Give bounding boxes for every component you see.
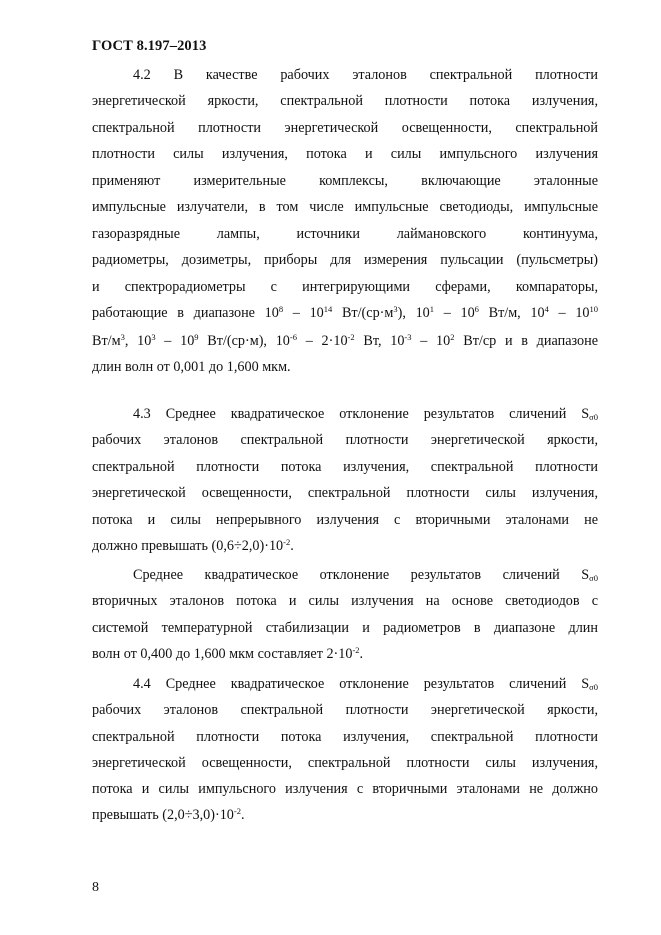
page-number: 8 <box>92 880 99 895</box>
text-run: . <box>290 538 294 554</box>
text-run: . <box>359 646 364 662</box>
text-run: – 10 <box>548 305 590 321</box>
text-line: применяют измерительные комплексы, включающие эталонные <box>92 173 598 189</box>
text-line: рабочих эталонов спектральной плотности энергетической яркости, <box>92 432 598 448</box>
exponent: 3 <box>393 304 398 314</box>
exponent: 10 <box>589 304 599 314</box>
text-line: рабочих эталонов спектральной плотности энергетической яркости, <box>92 702 598 718</box>
text-run: работающие в диапазоне 10 <box>92 305 279 321</box>
text-run: Вт/(ср·м), 10 <box>198 333 290 349</box>
text-line: радиометры, дозиметры, приборы для измерения пульсации (пульсметры) <box>92 252 598 268</box>
text-run: Вт/м, 10 <box>478 305 545 321</box>
exponent: 8 <box>278 304 284 314</box>
exponent: 1 <box>429 304 435 314</box>
text-line: потока и силы импульсного излучения с вторичными эталонами не должно <box>92 781 598 797</box>
text-run: . <box>241 807 245 823</box>
text-line: спектральной плотности потока излучения, спектральной плотности <box>92 729 598 745</box>
text-line <box>133 566 598 584</box>
exponent: -2 <box>347 332 355 342</box>
exponent: 3 <box>120 332 125 342</box>
text-line <box>92 806 598 824</box>
text-run: – 10 <box>283 305 324 321</box>
text-run: превышать (2,0÷3,0)·10 <box>92 807 234 823</box>
text-line: потока и силы непрерывного излучения с вторичными эталонами не <box>92 512 598 528</box>
text-run: должно превышать (0,6÷2,0)·10 <box>92 538 284 554</box>
text-run: волн от 0,400 до 1,600 мкм составляет 2·10 <box>92 646 353 662</box>
exponent: -6 <box>289 332 297 342</box>
subscript: σ0 <box>589 682 598 692</box>
text-run: – 10 <box>155 333 195 349</box>
text-line: спектральной плотности энергетической освещенности, спектральной <box>92 120 598 136</box>
text-line: плотности силы излучения, потока и силы импульсного излучения <box>92 146 598 162</box>
text-line: импульсные излучатели, в том числе импульсные светодиоды, импульсные <box>92 199 598 215</box>
text-line: газоразрядные лампы, источники лаймановского континуума, <box>92 226 598 242</box>
page-header: ГОСТ 8.197–2013 <box>92 38 207 54</box>
text-line: энергетической освещенности, спектральной плотности силы излучения, <box>92 755 598 771</box>
text-run: – 10 <box>411 333 451 349</box>
exponent: 9 <box>194 332 199 342</box>
text-line <box>92 332 598 350</box>
subscript: σ0 <box>589 412 598 422</box>
exponent: 14 <box>323 304 333 314</box>
exponent: 3 <box>151 332 156 342</box>
exponent: -2 <box>283 537 291 547</box>
exponent: -2 <box>352 645 360 655</box>
text-run: – 10 <box>434 305 475 321</box>
text-run: Вт/м <box>92 333 121 349</box>
text-line <box>92 304 598 322</box>
text-line: 4.2 В качестве рабочих эталонов спектральной плотности <box>133 67 598 83</box>
text-line: энергетической яркости, спектральной плотности потока излучения, <box>92 93 598 109</box>
text-line <box>92 537 598 555</box>
text-run: – 2·10 <box>296 333 348 349</box>
text-line <box>133 405 598 423</box>
exponent: -3 <box>404 332 412 342</box>
text-line: энергетической освещенности, спектральной плотности силы излучения, <box>92 485 598 501</box>
text-line: вторичных эталонов потока и силы излучения на основе светодиодов с <box>92 593 598 609</box>
exponent: -2 <box>233 806 241 816</box>
text-run: Вт/ср и в диапазоне <box>454 333 599 349</box>
exponent: 6 <box>474 304 479 314</box>
text-line <box>92 645 598 663</box>
text-run: , 10 <box>124 333 152 349</box>
subscript: σ0 <box>589 573 598 583</box>
text-run: 4.4 Среднее квадратическое отклонение результатов сличений S <box>133 676 590 692</box>
text-run: ), 10 <box>397 305 430 321</box>
text-line: системой температурной стабилизации и радиометров в диапазоне длин <box>92 620 598 636</box>
text-run: Среднее квадратическое отклонение результатов сличений S <box>133 567 590 583</box>
text-run: 4.3 Среднее квадратическое отклонение результатов сличений S <box>133 406 590 422</box>
text-line: и спектрорадиометры с интегрирующими сферами, компараторы, <box>92 279 598 295</box>
text-run: Вт, 10 <box>354 333 405 349</box>
text-line: спектральной плотности потока излучения, спектральной плотности <box>92 459 598 475</box>
text-line <box>133 675 598 693</box>
exponent: 4 <box>544 304 549 314</box>
text-line: длин волн от 0,001 до 1,600 мкм. <box>92 359 291 375</box>
text-run: Вт/(ср·м <box>332 305 394 321</box>
exponent: 2 <box>450 332 455 342</box>
